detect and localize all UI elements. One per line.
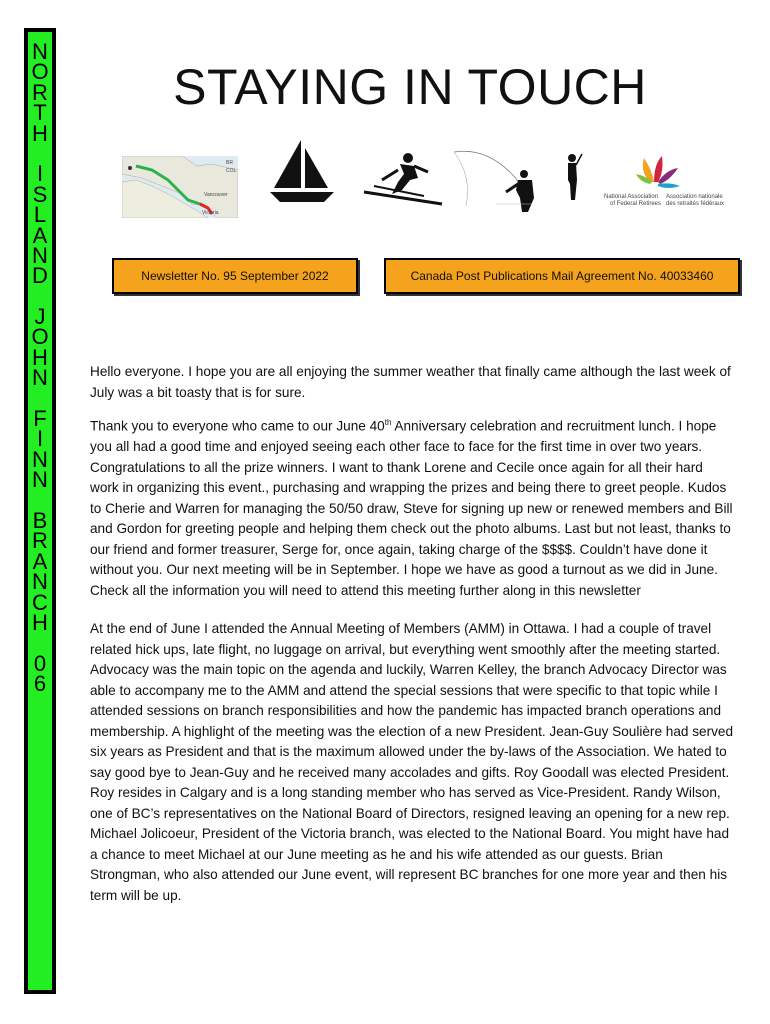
sidebar-letter: I: [36, 161, 44, 187]
golfer-icon: [560, 150, 584, 202]
paragraph-text: Thank you to everyone who came to our June 40: [90, 418, 385, 434]
logo-text: of Federal Retirees: [610, 201, 662, 207]
sidebar-letter: A: [32, 222, 48, 248]
sidebar-letter: C: [32, 589, 48, 615]
logo-text: Association nationale: [666, 194, 723, 200]
sidebar-letter: H: [32, 344, 48, 370]
sidebar-letter: N: [32, 242, 48, 268]
federal-retirees-logo-icon: [600, 152, 730, 212]
sidebar-letter: N: [32, 467, 48, 493]
sidebar-letter: I: [36, 426, 44, 452]
sidebar-letter: R: [32, 79, 48, 105]
sidebar-letter: N: [32, 365, 48, 391]
map-label: BR: [226, 160, 233, 166]
sidebar-letter: J: [34, 304, 46, 330]
map-label: COL: [226, 168, 237, 174]
vancouver-island-map-icon: [122, 156, 238, 218]
sidebar-letter: 0: [33, 650, 47, 676]
sidebar-letter: T: [33, 100, 47, 126]
sidebar-letter: 6: [33, 671, 47, 697]
canada-post-agreement: Canada Post Publications Mail Agreement No. 40033460: [410, 269, 714, 283]
sidebar-letter: H: [32, 609, 48, 635]
paragraph-amm: At the end of June I attended the Annual Meeting of Members (AMM) in Ottawa. I had a couple of travel related hick ups, late flight, no luggage on arrival, but everything went smoothly after the meeting started. Advocacy was the main topic on the agenda and luckily, Warren Kelley, the branch Advocacy Director was able to accompany me to the AMM and attend the special sessions that were specific to that topic while I attended sessions on branch responsibilities and how the pandemic has impacted branch operations and membership. A highlight of the meeting was the election of a new President. Jean-Guy Soulière had served six years as President and that is the maximum allowed under the by-laws of the Association. We hated to say good bye to Jean-Guy and he received many accolades and gifts. Roy Goodall was elected President. Roy resides in Calgary and is a long standing member who has served as Vice-President. Randy Wilson, one of BC’s representatives on the National Board of Directors, resigned leaving an opening for a new rep. Michael Jolicoeur, President of the Victoria branch, was elected to the National Board. You might have had a chance to meet Michael at our June meeting as he and his wife attended as our guests. Brian Strongman, who also attended our June event, will represent BC branches for one more year and then his term will be up.: [90, 621, 734, 903]
newsletter-body: [90, 362, 734, 916]
fisherman-icon: [452, 146, 544, 214]
sidebar-letter: B: [32, 507, 48, 533]
map-label: Victoria: [202, 210, 219, 216]
ordinal-suffix: th: [384, 418, 392, 427]
skier-icon: [362, 150, 448, 206]
sidebar-letter: S: [32, 181, 48, 207]
canada-post-box: [384, 258, 740, 294]
sidebar-letter: N: [32, 569, 48, 595]
sidebar-letter: N: [32, 446, 48, 472]
paragraph-greeting: Hello everyone. I hope you are all enjoying the summer weather that finally came although the last week of July was a bit toasty that is for sure.: [90, 364, 731, 400]
newsletter-number: Newsletter No. 95 September 2022: [141, 269, 329, 283]
sidebar-letter: R: [32, 528, 48, 554]
paragraph-anniversary: [90, 413, 734, 601]
sidebar-letter: O: [31, 59, 49, 85]
newsletter-title: STAYING IN TOUCH: [173, 59, 647, 115]
sidebar-letter: L: [33, 202, 47, 228]
paragraph-text: Anniversary celebration and recruitment lunch. I hope you all had a good time and enjoyed seeing each other face to face for the first time in over two years. Congratulations to all the prize winners. I want to thank Lorene and Cecile once again for all their hard work in organizing this event., purchasing and wrapping the prizes and being there to greet people. Kudos to Cherie and Warren for managing the 50/50 draw, Steve for signing up new or renewed members and Bill and Gordon for greeting people and helping them check out the photo albums. Last but not least, thanks to our friend and former treasurer, Serge for, once again, taking charge of the $$$$. Couldn’t have done it without you. Our next meeting will be in September. I hope we have as good a turnout as we did in June. Check all the information you will need to attend this meeting further along in this newsletter: [90, 418, 733, 598]
sidebar-letter: A: [32, 548, 48, 574]
map-label: Vancouver: [204, 192, 228, 198]
newsletter-number-box: [112, 258, 358, 294]
logo-text: National Association: [604, 194, 659, 200]
sidebar-letter: N: [32, 39, 48, 64]
sidebar-letter: D: [32, 263, 48, 289]
sidebar-letter: F: [33, 406, 47, 432]
sidebar-letter: O: [31, 324, 49, 350]
sailboat-icon: [268, 138, 338, 204]
header-icon-row: [0, 136, 770, 226]
logo-text: des retraités fédéraux: [666, 201, 725, 207]
sidebar-letter: H: [32, 120, 48, 146]
